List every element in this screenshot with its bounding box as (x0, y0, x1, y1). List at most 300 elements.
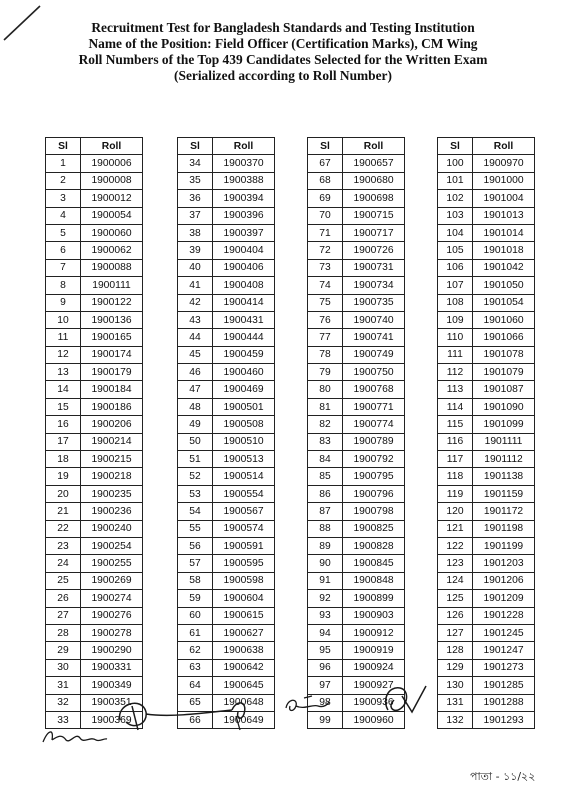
sl-cell: 119 (438, 485, 473, 502)
roll-cell: 1900749 (343, 346, 405, 363)
roll-cell: 1901054 (473, 294, 535, 311)
sl-cell: 73 (308, 259, 343, 276)
sl-cell: 30 (46, 659, 81, 676)
roll-cell: 1901285 (473, 677, 535, 694)
sl-cell: 118 (438, 468, 473, 485)
table-row (308, 520, 405, 537)
roll-cell: 1900698 (343, 190, 405, 207)
sl-cell: 99 (308, 711, 343, 728)
table-row (438, 503, 535, 520)
table-row (178, 537, 275, 554)
roll-cell: 1901090 (473, 398, 535, 415)
table-row (178, 277, 275, 294)
roll-header: Roll (213, 138, 275, 155)
roll-table-2 (177, 137, 275, 729)
table-row (308, 503, 405, 520)
roll-cell: 1900501 (213, 398, 275, 415)
sl-cell: 5 (46, 224, 81, 241)
sl-cell: 49 (178, 416, 213, 433)
table-row (178, 503, 275, 520)
roll-cell: 1900459 (213, 346, 275, 363)
table-row (178, 642, 275, 659)
table-row (308, 659, 405, 676)
table-row (46, 572, 143, 589)
table-row (46, 155, 143, 172)
roll-cell: 1900648 (213, 694, 275, 711)
roll-header: Roll (343, 138, 405, 155)
roll-cell: 1900444 (213, 329, 275, 346)
table-row (308, 155, 405, 172)
roll-cell: 1900008 (81, 172, 143, 189)
table-row (438, 537, 535, 554)
roll-cell: 1900615 (213, 607, 275, 624)
table-row (438, 659, 535, 676)
table-row (438, 677, 535, 694)
roll-cell: 1900970 (473, 155, 535, 172)
sl-cell: 11 (46, 329, 81, 346)
roll-cell: 1901014 (473, 224, 535, 241)
table-row (438, 346, 535, 363)
roll-cell: 1900899 (343, 590, 405, 607)
roll-cell: 1900215 (81, 451, 143, 468)
sl-cell: 25 (46, 572, 81, 589)
roll-cell: 1900735 (343, 294, 405, 311)
signature-3 (282, 692, 332, 718)
sl-cell: 51 (178, 451, 213, 468)
sl-cell: 117 (438, 451, 473, 468)
roll-cell: 1900595 (213, 555, 275, 572)
sl-cell: 36 (178, 190, 213, 207)
table-row (178, 172, 275, 189)
roll-cell: 1900657 (343, 155, 405, 172)
sl-cell: 77 (308, 329, 343, 346)
table-row (46, 224, 143, 241)
table-row (46, 172, 143, 189)
table-row (438, 381, 535, 398)
table-row (46, 624, 143, 641)
roll-cell: 1900771 (343, 398, 405, 415)
table-row (308, 190, 405, 207)
roll-cell: 1900726 (343, 242, 405, 259)
table-row (46, 451, 143, 468)
roll-cell: 1901198 (473, 520, 535, 537)
table-row (308, 433, 405, 450)
sl-cell: 128 (438, 642, 473, 659)
sl-cell: 23 (46, 537, 81, 554)
sl-cell: 72 (308, 242, 343, 259)
table-row (308, 277, 405, 294)
table-row (178, 155, 275, 172)
table-row (178, 294, 275, 311)
sl-header: Sl (308, 138, 343, 155)
roll-cell: 1900206 (81, 416, 143, 433)
table-row (438, 624, 535, 641)
roll-cell: 1900388 (213, 172, 275, 189)
sl-cell: 18 (46, 451, 81, 468)
roll-cell: 1900513 (213, 451, 275, 468)
roll-cell: 1900649 (213, 711, 275, 728)
signature-4 (378, 680, 434, 718)
sl-cell: 13 (46, 364, 81, 381)
table-row (308, 224, 405, 241)
sl-cell: 100 (438, 155, 473, 172)
roll-cell: 1900290 (81, 642, 143, 659)
table-row (46, 242, 143, 259)
sl-cell: 53 (178, 485, 213, 502)
table-row (438, 520, 535, 537)
roll-cell: 1900960 (343, 711, 405, 728)
table-row (308, 172, 405, 189)
sl-cell: 59 (178, 590, 213, 607)
roll-cell: 1901138 (473, 468, 535, 485)
roll-cell: 1900774 (343, 416, 405, 433)
sl-cell: 105 (438, 242, 473, 259)
roll-cell: 1900510 (213, 433, 275, 450)
sl-cell: 114 (438, 398, 473, 415)
table-row (46, 207, 143, 224)
sl-cell: 86 (308, 485, 343, 502)
table-row (46, 190, 143, 207)
sl-cell: 57 (178, 555, 213, 572)
sl-cell: 122 (438, 537, 473, 554)
table-row (46, 311, 143, 328)
sl-cell: 74 (308, 277, 343, 294)
sl-cell: 67 (308, 155, 343, 172)
roll-cell: 1901159 (473, 485, 535, 502)
table-row (308, 451, 405, 468)
table-row (46, 346, 143, 363)
roll-cell: 1900642 (213, 659, 275, 676)
sl-cell: 10 (46, 311, 81, 328)
roll-cell: 1900567 (213, 503, 275, 520)
roll-cell: 1900397 (213, 224, 275, 241)
sl-cell: 8 (46, 277, 81, 294)
table-row (178, 468, 275, 485)
sl-cell: 75 (308, 294, 343, 311)
table-row (438, 642, 535, 659)
roll-cell: 1900111 (81, 277, 143, 294)
roll-cell: 1900369 (81, 711, 143, 728)
table-row (308, 537, 405, 554)
sl-cell: 64 (178, 677, 213, 694)
sl-cell: 96 (308, 659, 343, 676)
roll-cell: 1900795 (343, 468, 405, 485)
roll-tables (0, 137, 566, 726)
roll-cell: 1901206 (473, 572, 535, 589)
roll-cell: 1900514 (213, 468, 275, 485)
table-row (178, 207, 275, 224)
sl-cell: 106 (438, 259, 473, 276)
sl-cell: 1 (46, 155, 81, 172)
roll-cell: 1901293 (473, 711, 535, 728)
roll-cell: 1900627 (213, 624, 275, 641)
table-row (438, 468, 535, 485)
table-row (438, 311, 535, 328)
roll-cell: 1901247 (473, 642, 535, 659)
sl-cell: 15 (46, 398, 81, 415)
sl-cell: 54 (178, 503, 213, 520)
table-row (438, 172, 535, 189)
sl-cell: 61 (178, 624, 213, 641)
table-row (46, 485, 143, 502)
roll-cell: 1900731 (343, 259, 405, 276)
table-row (308, 398, 405, 415)
sl-cell: 84 (308, 451, 343, 468)
table-row (438, 555, 535, 572)
table-row (178, 572, 275, 589)
sl-header: Sl (438, 138, 473, 155)
roll-cell: 1901199 (473, 537, 535, 554)
roll-cell: 1900255 (81, 555, 143, 572)
header-line-4: (Serialized according to Roll Number) (174, 68, 392, 83)
sl-cell: 104 (438, 224, 473, 241)
sl-cell: 47 (178, 381, 213, 398)
roll-table-1 (45, 137, 143, 729)
roll-cell: 1901079 (473, 364, 535, 381)
table-row (438, 242, 535, 259)
roll-cell: 1900179 (81, 364, 143, 381)
sl-cell: 107 (438, 277, 473, 294)
roll-cell: 1901209 (473, 590, 535, 607)
roll-cell: 1901288 (473, 694, 535, 711)
roll-cell: 1900186 (81, 398, 143, 415)
table-row (46, 503, 143, 520)
roll-cell: 1900218 (81, 468, 143, 485)
corner-pen-mark (2, 2, 44, 42)
sl-cell: 7 (46, 259, 81, 276)
sl-cell: 50 (178, 433, 213, 450)
sl-cell: 52 (178, 468, 213, 485)
table-row (46, 642, 143, 659)
sl-cell: 97 (308, 677, 343, 694)
roll-cell: 1900598 (213, 572, 275, 589)
table-row (46, 607, 143, 624)
table-row (178, 590, 275, 607)
table-row (438, 711, 535, 728)
table-row (46, 398, 143, 415)
roll-cell: 1900798 (343, 503, 405, 520)
sl-cell: 24 (46, 555, 81, 572)
table-row (178, 311, 275, 328)
roll-cell: 1900431 (213, 311, 275, 328)
signature-1 (40, 722, 110, 752)
table-row (438, 694, 535, 711)
table-row (438, 207, 535, 224)
roll-cell: 1900174 (81, 346, 143, 363)
sl-cell: 28 (46, 624, 81, 641)
sl-cell: 44 (178, 329, 213, 346)
table-row (438, 607, 535, 624)
roll-cell: 1900351 (81, 694, 143, 711)
sl-cell: 103 (438, 207, 473, 224)
sl-cell: 76 (308, 311, 343, 328)
table-row (178, 364, 275, 381)
table-row (308, 207, 405, 224)
roll-cell: 1900845 (343, 555, 405, 572)
header-line-1: Recruitment Test for Bangladesh Standards and Testing Institution (91, 20, 475, 35)
roll-cell: 1900165 (81, 329, 143, 346)
roll-cell: 1901203 (473, 555, 535, 572)
sl-cell: 37 (178, 207, 213, 224)
sl-cell: 94 (308, 624, 343, 641)
table-row (438, 190, 535, 207)
sl-cell: 115 (438, 416, 473, 433)
roll-cell: 1901050 (473, 277, 535, 294)
roll-cell: 1901112 (473, 451, 535, 468)
table-row (178, 520, 275, 537)
table-row (178, 381, 275, 398)
table-row (308, 485, 405, 502)
roll-cell: 1900680 (343, 172, 405, 189)
sl-cell: 93 (308, 607, 343, 624)
roll-cell: 1900408 (213, 277, 275, 294)
sl-cell: 46 (178, 364, 213, 381)
roll-cell: 1900349 (81, 677, 143, 694)
sl-cell: 40 (178, 259, 213, 276)
roll-cell: 1901013 (473, 207, 535, 224)
roll-cell: 1900062 (81, 242, 143, 259)
sl-cell: 55 (178, 520, 213, 537)
sl-cell: 80 (308, 381, 343, 398)
sl-cell: 98 (308, 694, 343, 711)
sl-cell: 125 (438, 590, 473, 607)
sl-cell: 129 (438, 659, 473, 676)
table-row (308, 259, 405, 276)
roll-cell: 1900136 (81, 311, 143, 328)
roll-cell: 1900741 (343, 329, 405, 346)
roll-cell: 1900734 (343, 277, 405, 294)
roll-cell: 1901245 (473, 624, 535, 641)
roll-cell: 1900054 (81, 207, 143, 224)
roll-cell: 1901042 (473, 259, 535, 276)
roll-cell: 1900927 (343, 677, 405, 694)
sl-header: Sl (46, 138, 81, 155)
sl-cell: 16 (46, 416, 81, 433)
table-row (46, 416, 143, 433)
table-row (46, 520, 143, 537)
roll-cell: 1900406 (213, 259, 275, 276)
roll-cell: 1900460 (213, 364, 275, 381)
roll-cell: 1900269 (81, 572, 143, 589)
roll-cell: 1900715 (343, 207, 405, 224)
table-row (308, 590, 405, 607)
roll-cell: 1900604 (213, 590, 275, 607)
sl-cell: 116 (438, 433, 473, 450)
sl-cell: 82 (308, 416, 343, 433)
roll-header: Roll (81, 138, 143, 155)
roll-cell: 1900924 (343, 659, 405, 676)
sl-cell: 29 (46, 642, 81, 659)
sl-cell: 20 (46, 485, 81, 502)
table-row (178, 433, 275, 450)
sl-cell: 56 (178, 537, 213, 554)
roll-cell: 1900469 (213, 381, 275, 398)
roll-cell: 1900508 (213, 416, 275, 433)
sl-cell: 69 (308, 190, 343, 207)
table-row (178, 416, 275, 433)
roll-cell: 1900796 (343, 485, 405, 502)
table-row (178, 451, 275, 468)
sl-cell: 60 (178, 607, 213, 624)
table-row (46, 659, 143, 676)
sl-cell: 34 (178, 155, 213, 172)
roll-cell: 1900645 (213, 677, 275, 694)
table-row (308, 311, 405, 328)
table-row (46, 294, 143, 311)
table-row (178, 242, 275, 259)
sl-cell: 79 (308, 364, 343, 381)
sl-cell: 17 (46, 433, 81, 450)
roll-cell: 1900768 (343, 381, 405, 398)
sl-cell: 130 (438, 677, 473, 694)
roll-cell: 1900792 (343, 451, 405, 468)
sl-cell: 111 (438, 346, 473, 363)
table-row (308, 364, 405, 381)
table-row (438, 224, 535, 241)
roll-cell: 1900184 (81, 381, 143, 398)
sl-cell: 63 (178, 659, 213, 676)
sl-cell: 27 (46, 607, 81, 624)
sl-cell: 39 (178, 242, 213, 259)
sl-cell: 90 (308, 555, 343, 572)
table-row (178, 485, 275, 502)
sl-cell: 45 (178, 346, 213, 363)
roll-cell: 1900274 (81, 590, 143, 607)
sl-cell: 70 (308, 207, 343, 224)
roll-cell: 1900717 (343, 224, 405, 241)
sl-cell: 81 (308, 398, 343, 415)
table-row (308, 329, 405, 346)
table-row (46, 277, 143, 294)
sl-cell: 124 (438, 572, 473, 589)
sl-cell: 31 (46, 677, 81, 694)
roll-cell: 1901111 (473, 433, 535, 450)
roll-cell: 1900370 (213, 155, 275, 172)
table-row (308, 294, 405, 311)
roll-cell: 1901228 (473, 607, 535, 624)
sl-cell: 41 (178, 277, 213, 294)
table-row (46, 364, 143, 381)
roll-header: Roll (473, 138, 535, 155)
roll-cell: 1900394 (213, 190, 275, 207)
table-row (308, 346, 405, 363)
sl-cell: 4 (46, 207, 81, 224)
table-row (46, 537, 143, 554)
sl-cell: 95 (308, 642, 343, 659)
sl-cell: 101 (438, 172, 473, 189)
sl-cell: 22 (46, 520, 81, 537)
sl-cell: 6 (46, 242, 81, 259)
table-row (46, 381, 143, 398)
roll-cell: 1900936 (343, 694, 405, 711)
table-row (438, 259, 535, 276)
roll-cell: 1900903 (343, 607, 405, 624)
sl-cell: 109 (438, 311, 473, 328)
table-row (308, 416, 405, 433)
roll-table-3 (307, 137, 405, 729)
sl-cell: 110 (438, 329, 473, 346)
roll-cell: 1900236 (81, 503, 143, 520)
sl-cell: 62 (178, 642, 213, 659)
roll-cell: 1900414 (213, 294, 275, 311)
roll-cell: 1900240 (81, 520, 143, 537)
sl-cell: 108 (438, 294, 473, 311)
header-line-3: Roll Numbers of the Top 439 Candidates Selected for the Written Exam (78, 52, 488, 67)
roll-cell: 1900276 (81, 607, 143, 624)
table-row (46, 590, 143, 607)
roll-cell: 1900396 (213, 207, 275, 224)
sl-cell: 85 (308, 468, 343, 485)
